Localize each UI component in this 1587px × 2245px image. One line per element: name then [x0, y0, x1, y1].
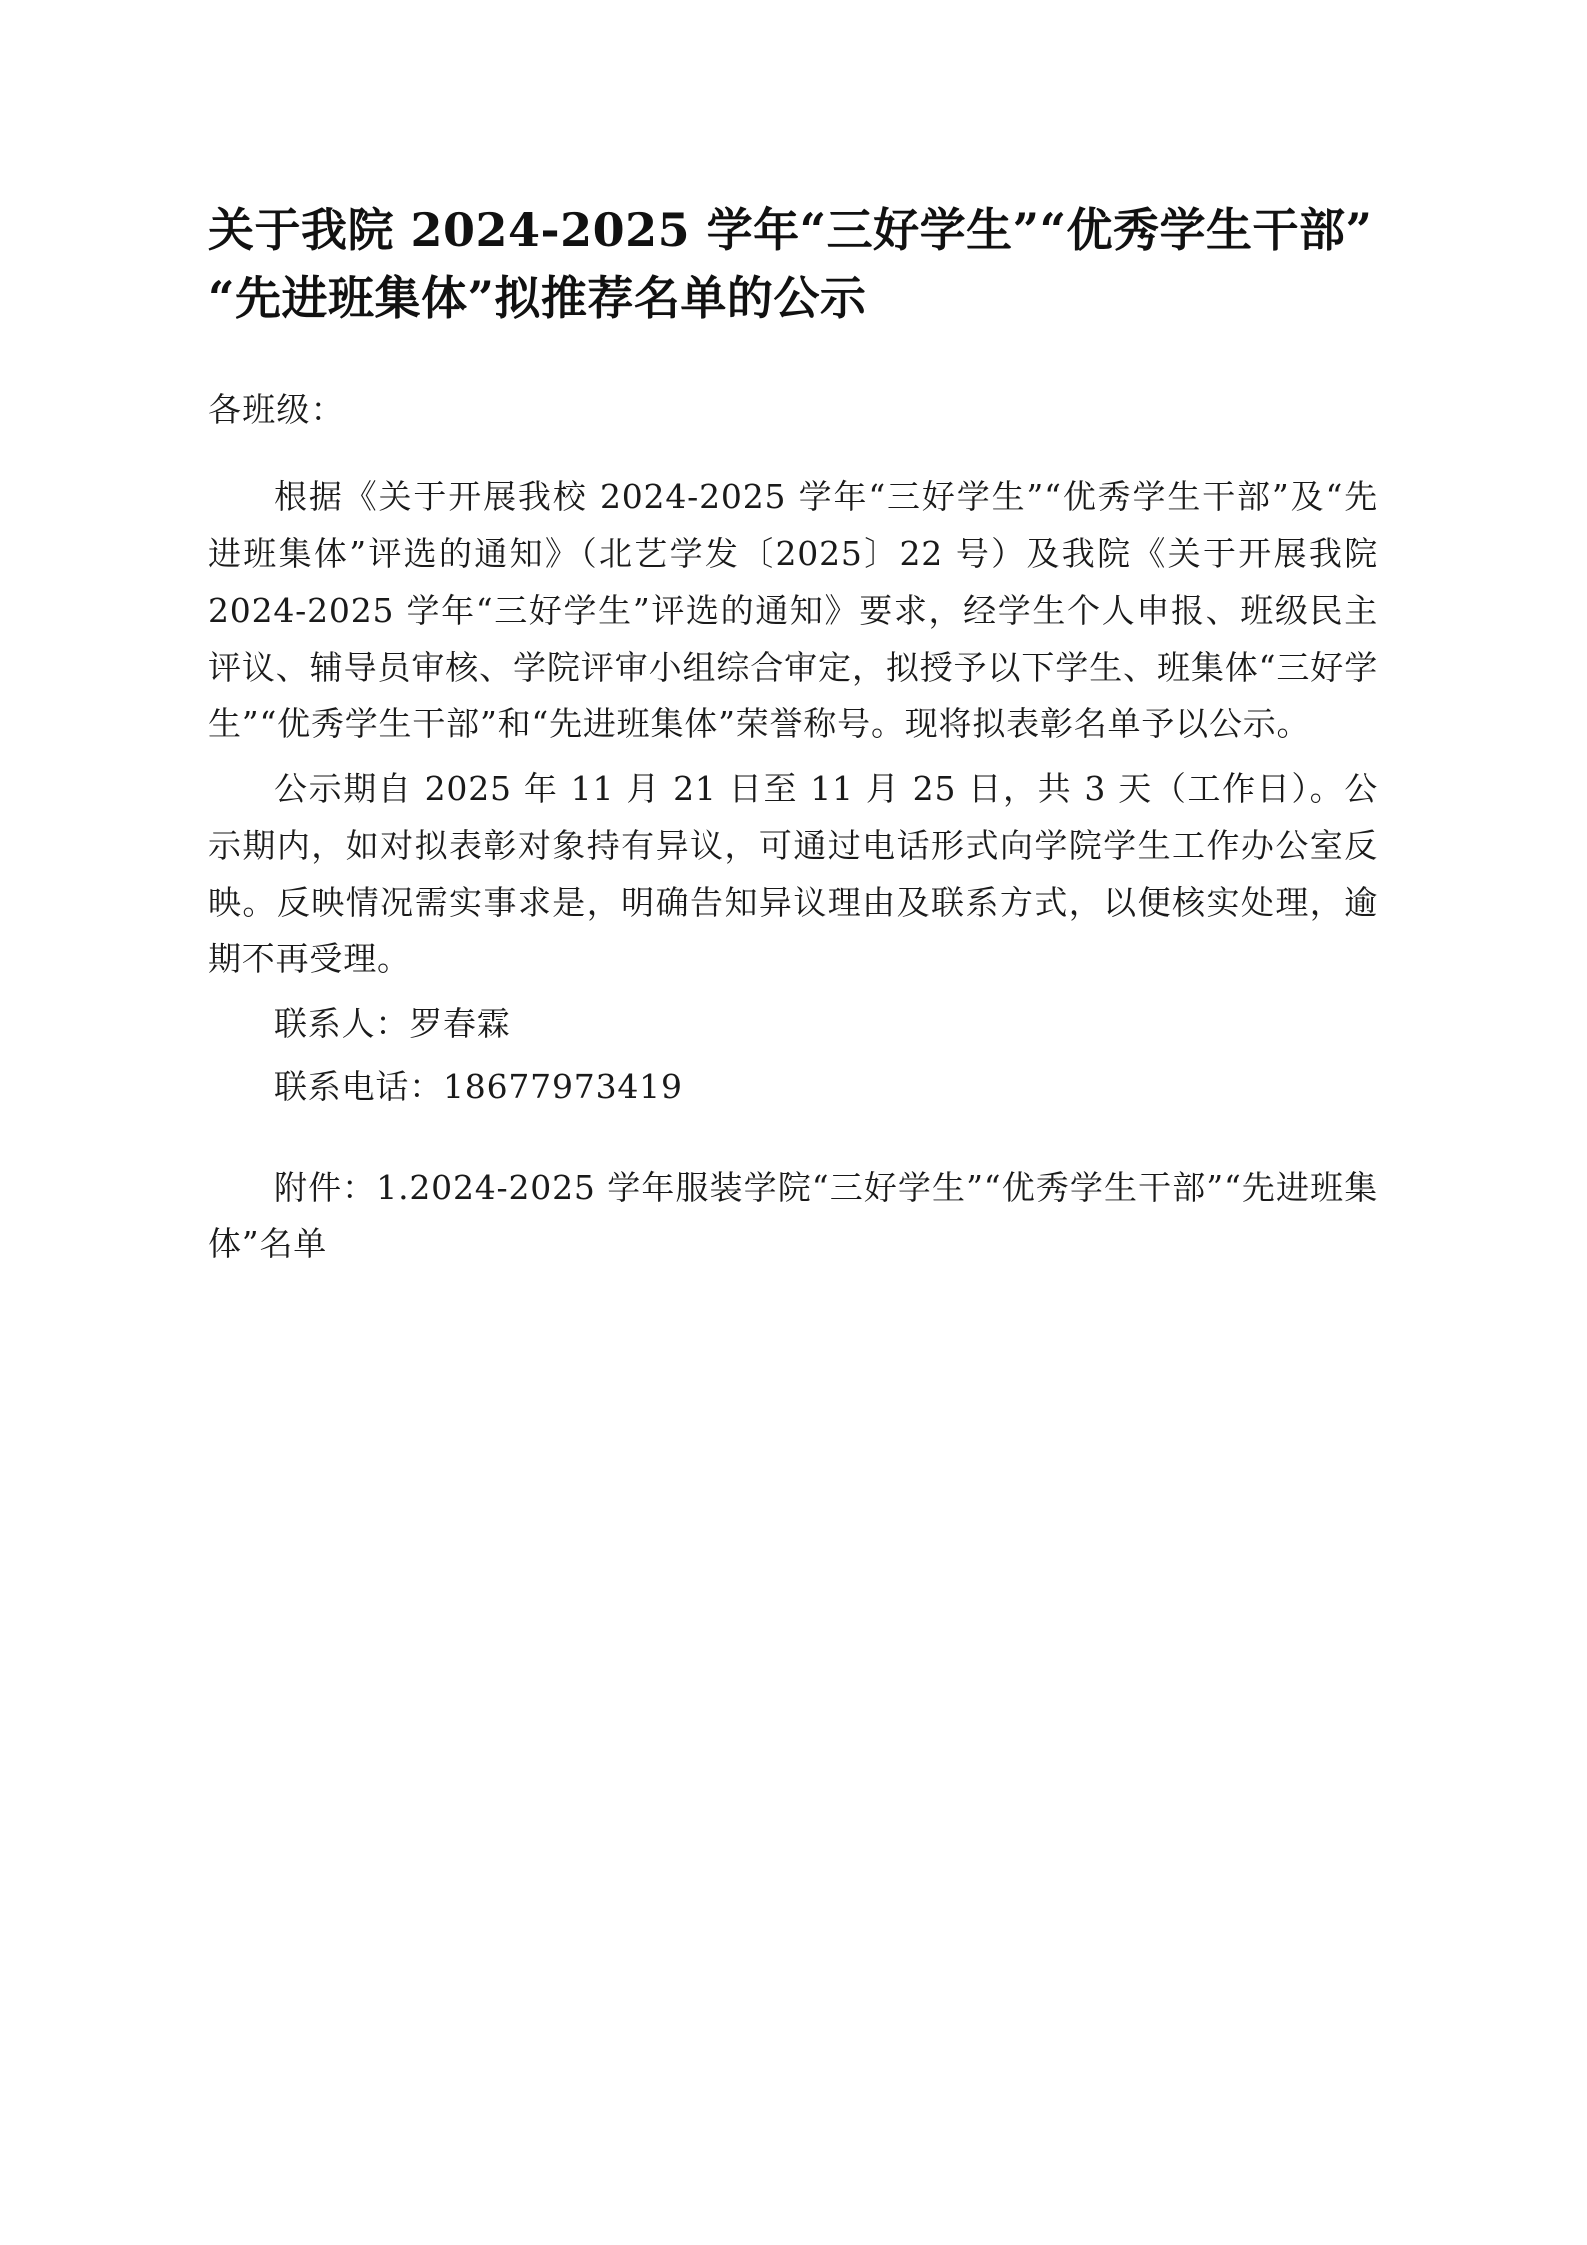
paragraph-spacer — [208, 1122, 1378, 1160]
contact-phone: 联系电话：18677973419 — [274, 1066, 683, 1106]
paragraph-publicity-period: 公示期自 2025 年 11 月 21 日至 11 月 25 日，共 3 天（工作日）。公示期内，如对拟表彰对象持有异议，可通过电话形式向学院学生工作办公室反映。反映情况需实事求是，明确告知异议理由及联系方式，以便核实处理，逾期不再受理。 — [208, 769, 1378, 979]
contact-person: 联系人：罗春霖 — [274, 1004, 511, 1044]
page-title: 关于我院 2024-2025 学年“三好学生”“优秀学生干部”“先进班集体”拟推荐名单的公示 — [208, 203, 1373, 326]
document-body — [208, 196, 1378, 1281]
salutation: 各班级： — [208, 390, 345, 430]
paragraph-basis: 根据《关于开展我校 2024-2025 学年“三好学生”“优秀学生干部”及“先进班集体”评选的通知》（北艺学发〔2025〕22 号）及我院《关于开展我院 2024-2025 学年“三好学生”评选的通知》要求，经学生个人申报、班级民主评议、辅导员审核、学院评审小组综合审定，拟授予以下学生、班集体“三好学生”“优秀学生干部”和“先进班集体”荣誉称号。现将拟表彰名单予以公示。 — [208, 477, 1378, 744]
attachment-list: 附件：1.2024-2025 学年服装学院“三好学生”“优秀学生干部”“先进班集体”名单 — [208, 1167, 1378, 1264]
